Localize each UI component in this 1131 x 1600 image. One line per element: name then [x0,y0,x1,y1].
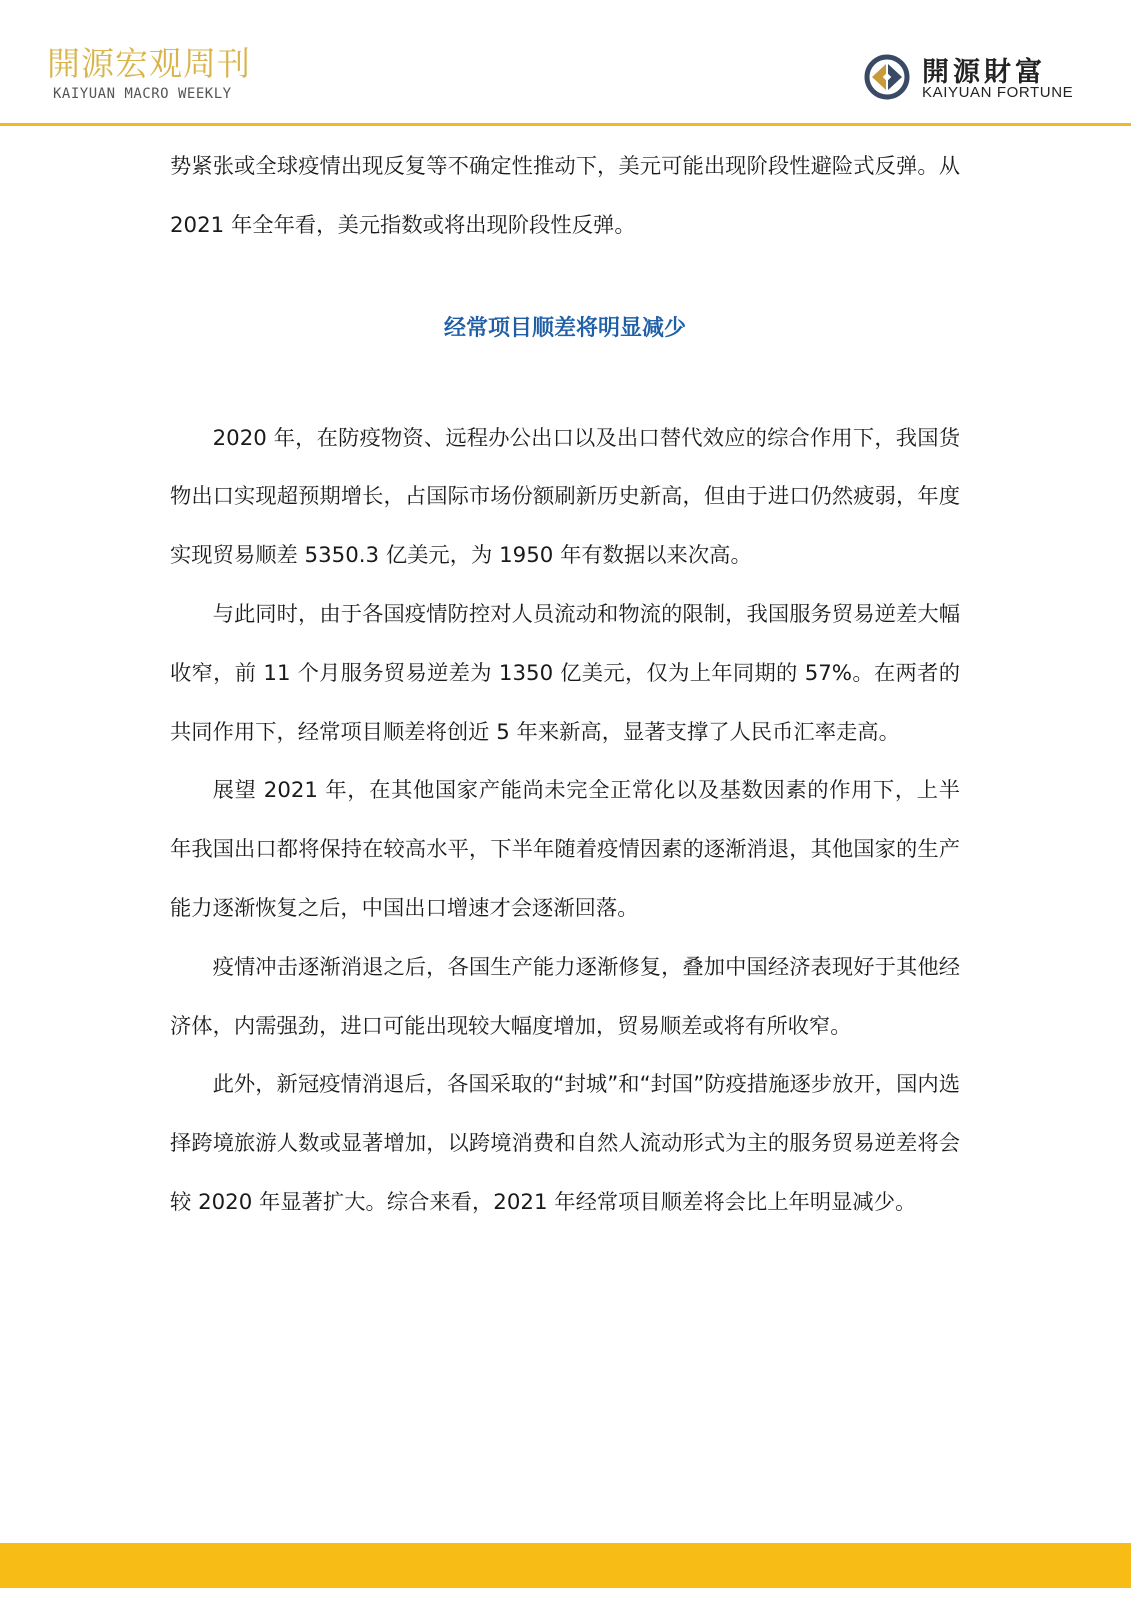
body-paragraph: 2020 年，在防疫物资、远程办公出口以及出口替代效应的综合作用下，我国货物出口实现超预期增长，占国际市场份额刷新历史新高，但由于进口仍然疲弱，年度实现贸易顺差 5350.3 亿美元，为 1950 年有数据以来次高。 [170,425,960,569]
intro-paragraph: 势紧张或全球疫情出现反复等不确定性推动下，美元可能出现阶段性避险式反弹。从 2021 年全年看，美元指数或将出现阶段性反弹。 [170,154,960,238]
company-logo [862,50,1102,106]
logo-text-cn: 開源財富 [922,57,1046,88]
page-header [0,0,1131,126]
body-paragraph: 疫情冲击逐渐消退之后，各国生产能力逐渐修复，叠加中国经济表现好于其他经济体，内需强劲，进口可能出现较大幅度增加，贸易顺差或将有所收窄。 [170,954,960,1039]
body-paragraph: 与此同时，由于各国疫情防控对人员流动和物流的限制，我国服务贸易逆差大幅收窄，前 11 个月服务贸易逆差为 1350 亿美元，仅为上年同期的 57%。在两者的共同作用下，经常项目顺差将创近 5 年来新高，显著支撑了人民币汇率走高。 [170,601,960,745]
footer-bar [0,1543,1131,1588]
publication-subtitle: KAIYUAN MACRO WEEKLY [53,86,232,102]
body-paragraph: 此外，新冠疫情消退后，各国采取的“封城”和“封国”防疫措施逐步放开，国内选择跨境旅游人数或显著增加，以跨境消费和自然人流动形式为主的服务贸易逆差将会较 2020 年显著扩大。综合来看，2021 年经常项目顺差将会比上年明显减少。 [170,1072,960,1215]
publication-title: 開源宏观周刊 [47,44,251,83]
header-divider [0,123,1131,126]
section-title: 经常项目顺差将明显减少 [443,315,686,341]
article-body [170,138,960,1233]
kaiyuan-logo-icon [862,52,912,102]
logo-text-en: KAIYUAN FORTUNE [922,84,1074,101]
body-paragraph: 展望 2021 年，在其他国家产能尚未完全正常化以及基数因素的作用下，上半年我国出口都将保持在较高水平，下半年随着疫情因素的逐渐消退，其他国家的生产能力逐渐恢复之后，中国出口增速才会逐渐回落。 [170,778,960,921]
